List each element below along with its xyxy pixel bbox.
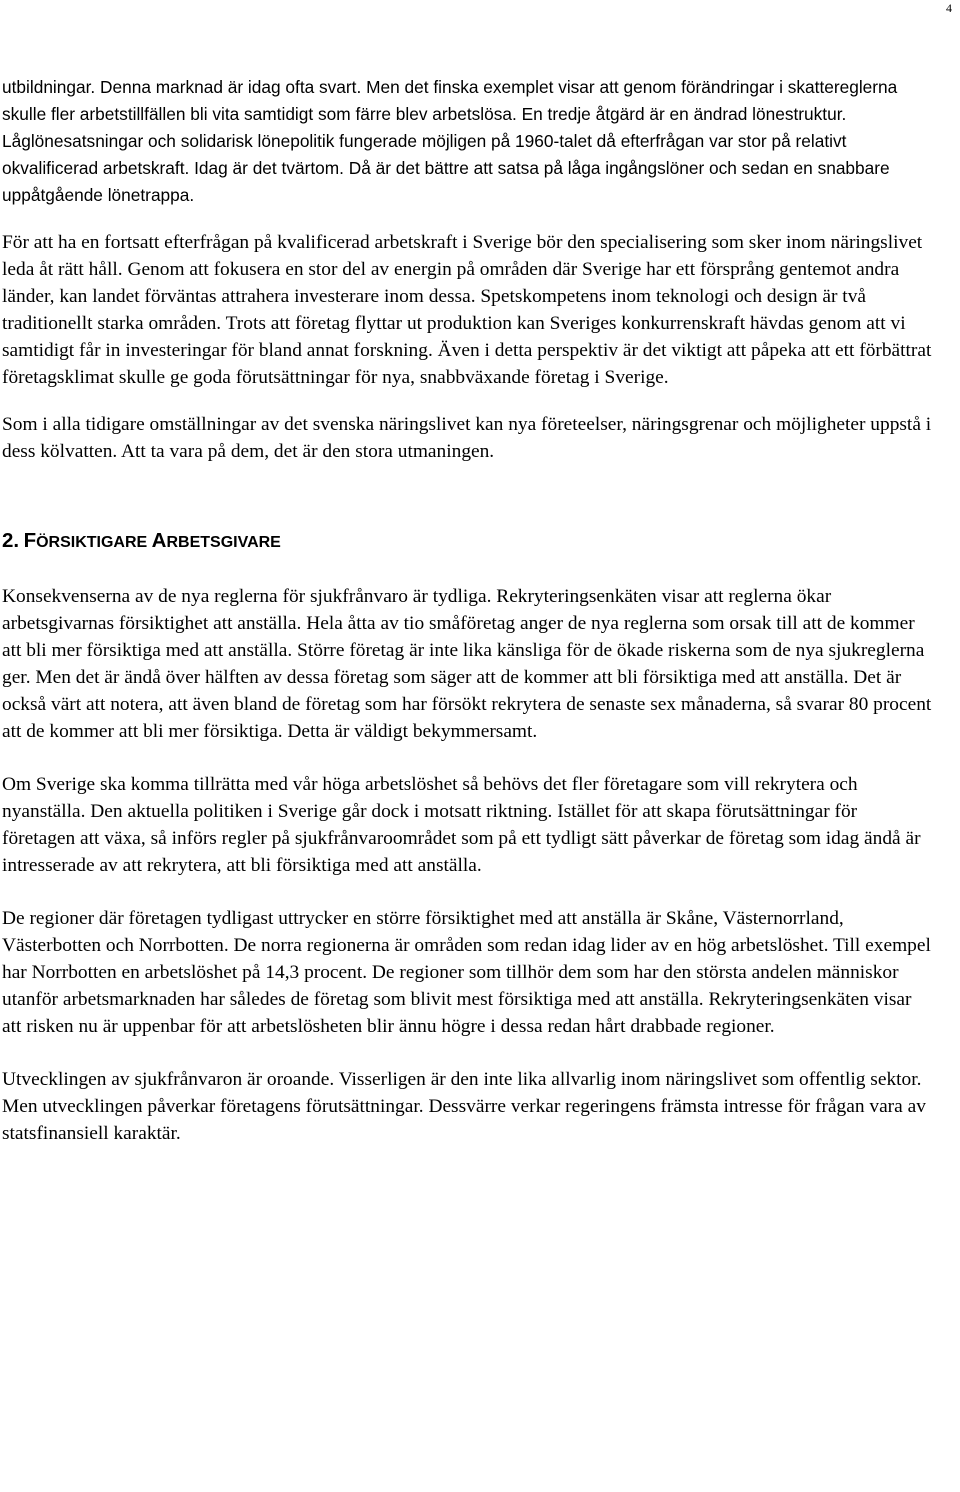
paragraph-consequences: Konsekvenserna av de nya reglerna för sjukfrånvaro är tydliga. Rekryteringsenkäten visar att reglerna ökar arbetsgivarnas försiktighet att anställa. Hela åtta av tio småföretag anger de nya reglerna som orsak till att de kommer att bli mer försiktiga med att anställa. Större företag är inte lika känsliga för de ökade riskerna som de nya sjukreglerna ger. Men det är ändå över hälften av dessa företag som säger att de kommer att bli försiktiga med att anställa. Det är också värt att notera, att även bland de företag som har försökt rekrytera de senaste sex månaderna, så svarar 80 procent att de kommer att bli mer försiktiga. Detta är väldigt bekymmersamt. bbox=[2, 586, 932, 742]
paragraph-unemployment: Om Sverige ska komma tillrätta med vår höga arbetslöshet så behövs det fler företagare som vill rekrytera och nyanställa. Den aktuella politiken i Sverige går dock i motsatt riktning. Istället för att skapa förutsättningar för företagen att växa, så införs regler på sjukfrånvaroområdet som på ett tydligt sätt påverkar de företag som idag ändå är intresserade av att rekrytera, att bli försiktiga med att anställa. bbox=[2, 774, 921, 876]
section-heading bbox=[2, 529, 932, 555]
paragraph-sick-leave: Utvecklingen av sjukfrånvaron är oroande. Visserligen är den inte lika allvarlig inom näringslivet som offentlig sektor. Men utvecklingen påverkar företagens förutsättningar. Dessvärre verkar regeringens främsta intresse för frågan vara av statsfinansiell karaktär. bbox=[2, 1069, 926, 1144]
page-number: 4 bbox=[946, 1, 952, 15]
section-title-initial-1: F bbox=[23, 529, 37, 552]
paragraph-regions: De regioner där företagen tydligast uttrycker en större försiktighet med att anställa är Skåne, Västernorrland, Västerbotten och Norrbotten. De norra regionerna är områden som redan idag lider av en hög arbetslöshet. Till exempel har Norrbotten en arbetslöshet på 14,3 procent. De regioner som tillhör dem som har den största andelen människor utanför arbetsmarknaden har således de företag som blivit mest försiktiga med att anställa. Rekryteringsenkäten visar att risken nu är uppenbar för att arbetslösheten blir ännu högre i dessa redan hårt drabbade regioner. bbox=[2, 908, 931, 1037]
paragraph-challenge: Som i alla tidigare omställningar av det svenska näringslivet kan nya företeelser, näringsgrenar och möjligheter uppstå i dess kölvatten. Att ta vara på dem, det är den stora utmaningen. bbox=[2, 414, 932, 462]
document-body bbox=[2, 74, 932, 1147]
paragraph-specialisation: För att ha en fortsatt efterfrågan på kvalificerad arbetskraft i Sverige bör den specialisering som sker inom näringslivet leda åt rätt håll. Genom att fokusera en stor del av energin på områden där Sverige har ett försprång gentemot andra länder, kan landet förväntas attrahera investerare inom dessa. Spetskompetens inom teknologi och design är två traditionellt starka områden. Trots att företag flyttar ut produktion kan Sveriges konkurrenskraft hävdas genom att vi samtidigt får in investeringar för bland annat forskning. Även i detta perspektiv är det viktigt att påpeka att ett förbättrat företagsklimat skulle ge goda förutsättningar för nya, snabbväxande företag i Sverige. bbox=[2, 232, 932, 388]
section-title-part-2: RBETSGIVARE bbox=[166, 534, 281, 551]
section-number: 2. bbox=[2, 529, 20, 552]
section-title-initial-2: A bbox=[151, 529, 167, 552]
section-title-part-1: ÖRSIKTIGARE bbox=[36, 534, 152, 551]
paragraph-continuation: utbildningar. Denna marknad är idag ofta svart. Men det finska exemplet visar att genom förändringar i skattereglerna skulle fler arbetstillfällen bli vita samtidigt som färre blev arbetslösa. En tredje åtgärd är en ändrad lönestruktur. Låglönesatsningar och solidarisk lönepolitik fungerade möjligen på 1960-talet då efterfrågan var stor på relativt okvalificerad arbetskraft. Idag är det tvärtom. Då är det bättre att satsa på låga ingångslöner och sedan en snabbare uppåtgående lönetrappa. bbox=[2, 77, 898, 205]
